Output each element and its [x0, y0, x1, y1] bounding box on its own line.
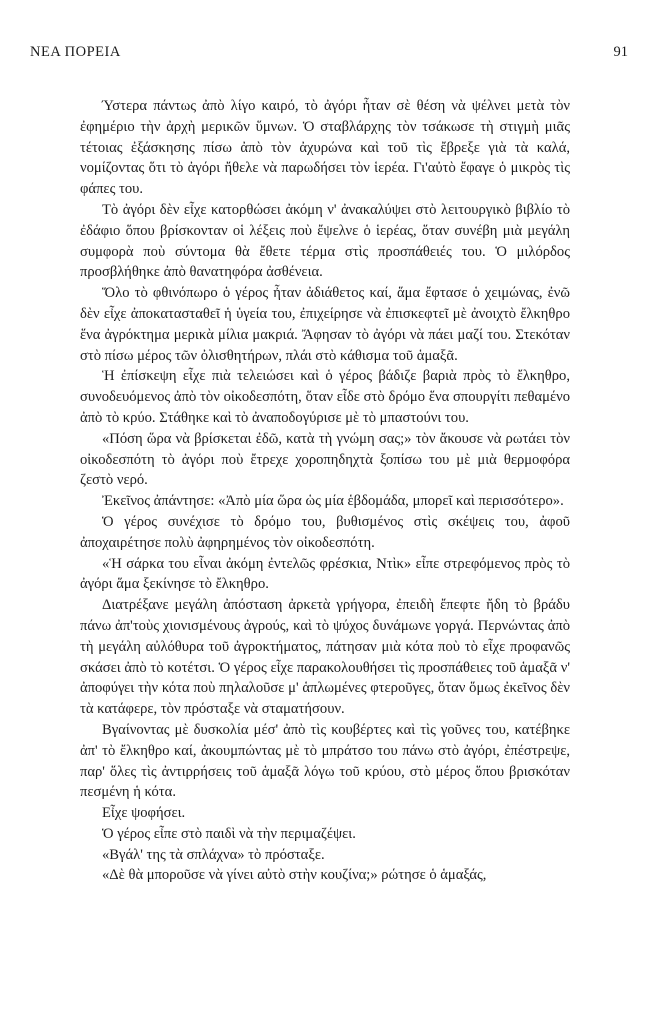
- paragraph: Διατρέξανε μεγάλη ἀπόσταση ἀρκετὰ γρήγορα, ἐπειδὴ ἔπεφτε ἤδη τὸ βράδυ πάνω ἀπ'τοὺς χιονισμένους ἀγρούς, καὶ τὸ ψύχος δυνάμωνε γοργά. Περνώντας ἀπὸ τὴ μεγάλη αὐλόθυρα τοῦ ἀγροκτήματος, πάτησαν μιὰ κότα ποὺ τὸ εἶχε προφανῶς σκάσει ἀπὸ τὸ κοτέτσι. Ὁ γέρος εἶχε παρακολουθήσει τὶς προσπάθειες τοῦ ἁμαξᾶ ν' ἀποφύγει τὴν κότα ποὺ πηλαλοῦσε μ' ἁπλωμένες φτεροῦγες, ὅταν ὅμως ἐκεῖνος δὲν τὰ κατάφερε, τὸν πρόσταξε νὰ σταματήσουν.: [80, 597, 570, 718]
- running-title: ΝΕΑ ΠΟΡΕΙΑ: [30, 44, 121, 60]
- paragraph: Τὸ ἀγόρι δὲν εἶχε κατορθώσει ἀκόμη ν' ἀνακαλύψει στὸ λειτουργικὸ βιβλίο τὸ ἐδάφιο ὅπου βρίσκονταν οἱ λέξεις ποὺ ἔψελνε ὁ ἱερέας, ὅταν συνέβη μιὰ μεγάλη συμφορὰ ποὺ σύντομα θὰ ἔθετε τέρμα στὶς προσπάθειές του. Ὁ μιλόρδος προσβλήθηκε ἀπὸ θανατηφόρα ἀσθένεια.: [80, 201, 570, 281]
- paragraph: Εἶχε ψοφήσει.: [102, 805, 186, 822]
- paragraph: Ὅλο τὸ φθινόπωρο ὁ γέρος ἦταν ἀδιάθετος καί, ἅμα ἔφτασε ὁ χειμώνας, ἐνῶ δὲν εἶχε ἀποκατασταθεῖ ἡ ὑγεία του, ἐπιχείρησε νὰ ἐπισκεφτεῖ μὲ ἀνοιχτὸ ἔλκηθρο ἕνα ἀγρόκτημα μερικὰ μίλια μακριά. Ἄφησαν τὸ ἀγόρι νὰ πάει μαζί του. Στεκόταν στὸ πίσω μέρος τῶν ὀλισθητήρων, πλάι στὸ κάθισμα τοῦ ἁμαξᾶ.: [80, 285, 570, 364]
- paragraph: Βγαίνοντας μὲ δυσκολία μέσ' ἀπὸ τὶς κουβέρτες καὶ τὶς γοῦνες του, κατέβηκε ἀπ' τὸ ἔλκηθρο καί, ἀκουμπώντας μὲ τὸ μπράτσο του πάνω στὸ ἀγόρι, ἐπέστρεψε, παρ' ὅλες τὶς ἀντιρρήσεις τοῦ ἁμαξᾶ λόγω τοῦ κρύου, στὸ μέρος ὅπου βρισκόταν πεσμένη ἡ κότα.: [80, 721, 570, 801]
- paragraph: «Δὲ θὰ μποροῦσε νὰ γίνει αὐτὸ στὴν κουζίνα;» ρώτησε ὁ ἁμαξάς,: [102, 867, 487, 884]
- paragraph: «Βγάλ' της τὰ σπλάχνα» τὸ πρόσταξε.: [102, 846, 325, 863]
- paragraph: Ἐκεῖνος ἀπάντησε: «Ἀπὸ μία ὥρα ὡς μία ἑβδομάδα, μπορεῖ καὶ περισσότερο».: [102, 493, 564, 510]
- paragraph: Ὁ γέρος εἶπε στὸ παιδὶ νὰ τὴν περιμαζέψει.: [102, 825, 356, 842]
- paragraph: Ἡ ἐπίσκεψη εἶχε πιὰ τελειώσει καὶ ὁ γέρος βάδιζε βαριὰ πρὸς τὸ ἔλκηθρο, συνοδευόμενος ἀπὸ τὸν οἰκοδεσπότη, ὅταν εἶδε στὸ δρόμο ἕνα σπουργίτι πεθαμένο ἀπὸ τὸ κρύο. Στάθηκε καὶ τὸ ἀναποδογύρισε μὲ τὸ μπαστούνι του.: [80, 368, 570, 426]
- page-number: 91: [613, 44, 628, 60]
- paragraph: Ὁ γέρος συνέχισε τὸ δρόμο του, βυθισμένος στὶς σκέψεις του, ἀφοῦ ἀποχαιρέτησε πολὺ ἀφηρημένος τὸν οἰκοδεσπότη.: [80, 513, 570, 551]
- paragraph: «Πόση ὥρα νὰ βρίσκεται ἐδῶ, κατὰ τὴ γνώμη σας;» τὸν ἄκουσε νὰ ρωτάει τὸν οἰκοδεσπότη τὸ ἀγόρι ποὺ ἔτρεχε χοροπηδηχτὰ ξοπίσω του μὲ μιὰ θερμοφόρα ζεστὸ νερό.: [80, 430, 570, 489]
- paragraph: Ύστερα πάντως ἀπὸ λίγο καιρό, τὸ ἀγόρι ἦταν σὲ θέση νὰ ψέλνει μετὰ τὸν ἐφημέριο τὴν ἀρχὴ μερικῶν ὕμνων. Ὁ σταβλάρχης τὸν τσάκωσε τὴ στιγμὴ μιᾶς τέτοιας ἐξάσκησης πίσω ἀπὸ τὸν ἀχυρώνα καὶ τοῦ τὶς ἔβρεξε γιὰ τὰ καλά, νομίζοντας ὅτι τὸ ἀγόρι ἤθελε νὰ παρωδήσει τὸν ἱερέα. Γι'αὐτὸ ἔφαγε ὁ μικρὸς τὶς φάπες του.: [80, 98, 570, 198]
- body-text: [80, 96, 570, 886]
- paragraph: «Ἡ σάρκα του εἶναι ἀκόμη ἐντελῶς φρέσκια, Ντὶκ» εἶπε στρεφόμενος πρὸς τὸ ἀγόρι ἅμα ξεκίνησε τὸ ἔλκηθρο.: [80, 555, 570, 593]
